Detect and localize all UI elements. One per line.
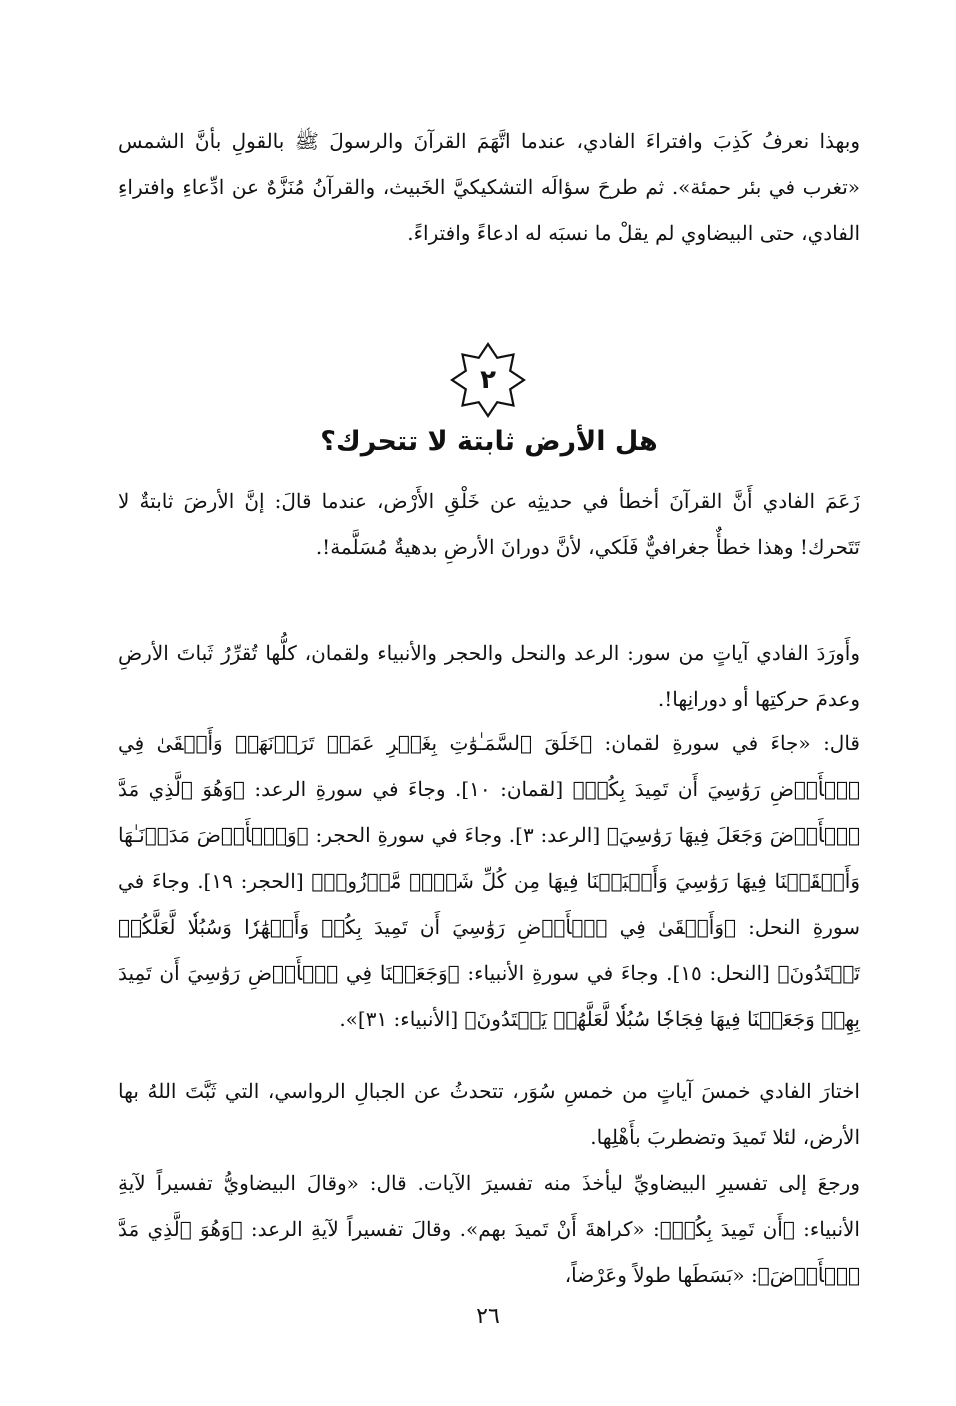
section-number: ٢ — [480, 365, 496, 395]
page-number: ٢٦ — [476, 1304, 500, 1329]
baydawi-paragraph: ورجعَ إلى تفسيرِ البيضاويِّ ليأخذَ منه تفسيرَ الآيات. قال: «وقالَ البيضاويُّ تفسيراً لآيةِ الأنبياء: ﴿أَن تَمِيدَ بِكُمۡ﴾: «كراهةَ أَنْ تَميدَ بهم». وقالَ تفسيراً لآيةِ الرعد: ﴿وَهُوَ ٱلَّذِي مَدَّ ٱلۡأَرۡضَ﴾: «بَسَطَها طولاً وعَرْضاً، — [118, 1171, 860, 1287]
quote-paragraph: قال: «جاءَ في سورةِ لقمان: ﴿خَلَقَ ٱلسَّمَـٰوَٰتِ بِغَيۡرِ عَمَدٖ تَرَوۡنَهَاۖ وَأَلۡقَىٰ فِي ٱلۡأَرۡضِ رَوَٰسِيَ أَن تَمِيدَ بِكُمۡ﴾ [لقمان: ١٠]. وجاءَ في سورةِ الرعد: ﴿وَهُوَ ٱلَّذِي مَدَّ ٱلۡأَرۡضَ وَجَعَلَ فِيهَا رَوَٰسِيَ﴾ [الرعد: ٣]. وجاءَ في سورةِ الحجر: ﴿وَٱلۡأَرۡضَ مَدَدۡنَـٰهَا وَأَلۡقَيۡنَا فِيهَا رَوَٰسِيَ وَأَنۢبَتۡنَا فِيهَا مِن كُلِّ شَيۡءٖ مَّوۡزُونٖ﴾ [الحجر: ١٩]. وجاءَ في سورةِ النحل: ﴿وَأَلۡقَىٰ فِي ٱلۡأَرۡضِ رَوَٰسِيَ أَن تَمِيدَ بِكُمۡ وَأَنۡهَٰرٗا وَسُبُلٗا لَّعَلَّكُمۡ تَهۡتَدُونَ﴾ [النحل: ١٥]. وجاءَ في سورةِ الأنبياء: ﴿وَجَعَلۡنَا فِي ٱلۡأَرۡضِ رَوَٰسِيَ أَن تَمِيدَ بِهِمۡ وَجَعَلۡنَا فِيهَا فِجَاجٗا سُبُلٗا لَّعَلَّهُمۡ يَهۡتَدُونَ﴾ [الأنبياء: ٣١]». — [118, 731, 861, 1031]
verses-intro-paragraph: وأَورَدَ الفادي آياتٍ من سور: الرعد والنحل والحجر والأنبياء ولقمان، كلُّها تُقرِّرُ ثَباتَ الأرضِ وعدمَ حركتِها أو دورانِها!. — [118, 641, 860, 711]
chose-paragraph: اختارَ الفادي خمسَ آياتٍ من خمسِ سُوَر، تتحدثُ عن الجبالِ الرواسي، التي ثَبَّتَ اللهُ بها الأرض، لئلا تَميدَ وتضطربَ بأَهْلِها. — [118, 1079, 860, 1149]
intro-paragraph: وبهذا نعرفُ كَذِبَ وافتراءَ الفادي، عندما اتَّهَمَ القرآنَ والرسولَ ﷺ بالقولِ بأنَّ الشمس «تغرب في بئر حمئة». ثم طرحَ سؤالَه التشكيكيَّ الخَبيث، والقرآنُ مُنَزَّهٌ عن ادِّعاءِ وافتراءِ الفادي، حتى البيضاوي لم يقلْ ما نسبَه له ادعاءً وافتراءً. — [118, 129, 860, 245]
claim-paragraph: زَعَمَ الفادي أَنَّ القرآنَ أخطأ في حديثِه عن خَلْقِ الأَرْض، عندما قالَ: إنَّ الأرضَ ثابتةٌ لا تَتَحرك! وهذا خطأٌ جغرافيٌّ فَلَكي، لأنَّ دورانَ الأرضِ بدهيةٌ مُسَلَّمة!. — [118, 489, 860, 559]
section-number-badge — [448, 340, 528, 420]
section-title: هل الأرض ثابتة لا تتحرك؟ — [320, 426, 658, 457]
